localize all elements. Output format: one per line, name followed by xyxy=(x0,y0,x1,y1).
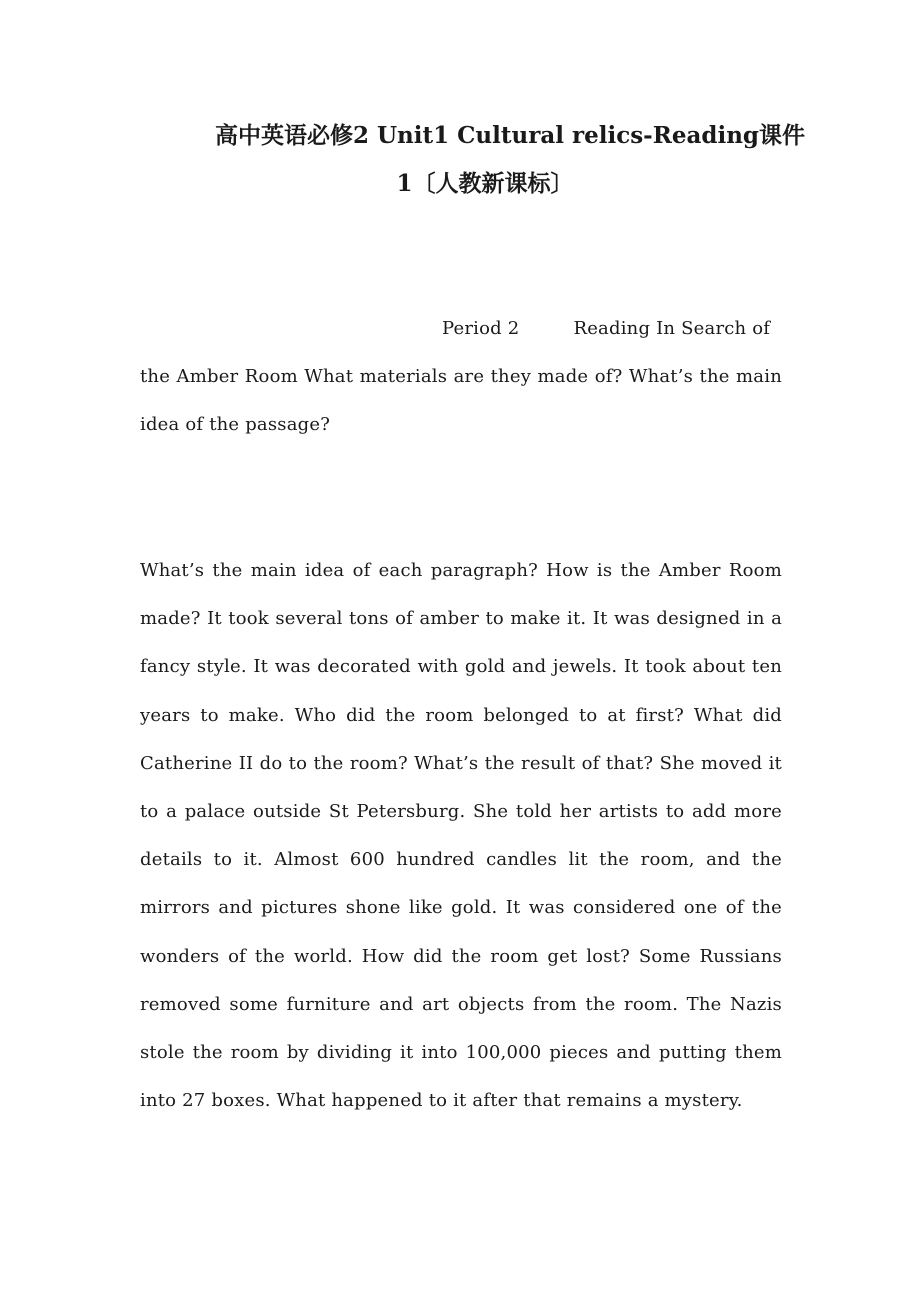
title-line-1: 高中英语必修2 Unit1 Cultural relics-Reading课件 xyxy=(214,122,806,149)
period-topic: Reading In Search of xyxy=(573,318,771,339)
paragraph-main xyxy=(140,547,782,1125)
period-label: Period 2 xyxy=(442,318,520,339)
intro-text: the Amber Room What materials are they made of? What’s the main idea of the passage? xyxy=(140,366,782,436)
period-heading xyxy=(140,305,782,353)
main-text: What’s the main idea of each paragraph? How is the Amber Room made? It took several tons of amber to make it. It was designed in a fancy style. It was decorated with gold and jewels. It took about ten years to make. Who did the room belonged to at first? What did Catherine II do to the room? What’s the result of that? She moved it to a palace outside St Petersburg. She told her artists to add more details to it. Almost 600 hundred candles lit the room, and the mirrors and pictures shone like gold. It was considered one of the wonders of the world. How did the room get lost? Some Russians removed some furniture and art objects from the room. The Nazis stole the room by dividing it into 100,000 pieces and putting them into 27 boxes. What happened to it after that remains a mystery. xyxy=(140,560,782,1112)
paragraph-intro xyxy=(140,305,782,450)
title-line-2: 1〔人教新课标〕 xyxy=(396,170,574,197)
page-title xyxy=(140,112,840,208)
